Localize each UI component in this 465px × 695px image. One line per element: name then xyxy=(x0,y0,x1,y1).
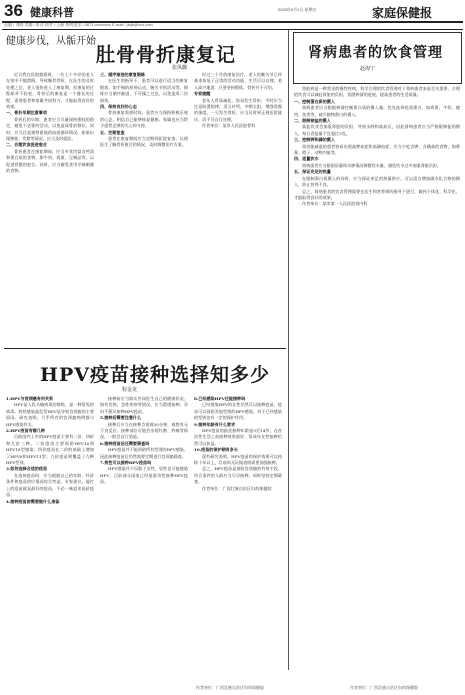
article2-title: 肾病患者的饮食管理 xyxy=(308,45,443,61)
edition-info: 2024年3月1日 星期五 xyxy=(278,7,317,12)
subheading: 四、适量饮水 xyxy=(294,156,319,162)
paragraph: HPV感染并不仅限于女性，男性也可能感染HPV。目前部分国家已经批准男性接种HPV疫苗。 xyxy=(100,466,188,485)
paragraph: 在医生的指导下，患者可以进行适当的康复锻炼，如手指的屈伸运动、腕关节的活动等。锻炼应当循序渐进，不可操之过急，以免造成二次损伤。 xyxy=(100,78,188,103)
page-header xyxy=(0,0,465,22)
subheading: 3.如何选择合适的疫苗 xyxy=(6,466,48,472)
article3-column-3 xyxy=(194,396,282,681)
paragraph: 近日我在医院值班时，一位七十多岁的老人在家中不慎滑倒，导致腕骨骨折。在医生的及时处理之后，老人很快进入了康复期，但康复的过程却并不轻松。骨折后的康复是一个漫长的过程，需要患者和家属共同努力，才能取得良好的效果。 xyxy=(6,72,94,110)
article1-column-1 xyxy=(6,72,94,342)
subheading: 一、控制蛋白质的摄入 xyxy=(294,98,335,104)
subheading: 7.男性可以接种HPV疫苗吗 xyxy=(100,460,152,466)
paragraph: 已经感染HPV的女性仍然可以接种疫苗，疫苗可以预防其他型别的HPV感染，对于已经感染的型别也有一定的保护作用。 xyxy=(194,402,282,421)
paragraph: 骨折后的早期，患者应当尽量保持患肢的稳定，避免不必要的活动，以免造成骨折移位。同时，应当注意观察患肢的血液循环情况，如果出现肿胀、发紫等情况，应当及时就医。 xyxy=(6,116,94,142)
paragraph: 目前国内上市的HPV疫苗主要有二价、四价和九价三种。二价疫苗主要预防HPV16和HPV18型感染；四价疫苗在二价的基础上增加了HPV6和HPV11型；九价疫苗则覆盖了九种HPV型别。 xyxy=(6,434,94,466)
paragraph: 接种后应当在接种点留观30分钟，观察有无不良反应。接种部位可能会出现红肿、疼痛等情况，一般会自行消退。 xyxy=(100,421,188,440)
paragraph: HPV是人乳头瘤病毒的简称，是一种常见的病毒。持续感染高危型HPV是导致宫颈癌的主要原因。研究表明，几乎所有的宫颈癌病例都与HPV感染有关。 xyxy=(6,402,94,427)
subheading: 四、保持良好的心态 xyxy=(100,104,137,110)
article2-byline: 赵海宁 xyxy=(360,66,376,72)
footer-left-credit: 作者单位：广西壮族自治区妇幼保健院 xyxy=(196,685,264,690)
subheading: 二、合理饮食促进愈合 xyxy=(6,142,47,148)
subheading: 2.HPV疫苗有哪几种 xyxy=(6,428,45,434)
paragraph: 总之，肾病患者的饮食管理需要在医生和营养师的指导下进行，做到个体化、科学化，才能取得良好的效果。 xyxy=(294,188,460,200)
subheading: 五、定期复查 xyxy=(100,129,125,135)
subheading: 三、控制钾和磷的摄入 xyxy=(294,137,335,143)
subheading: 一、骨折早期注意事项 xyxy=(6,110,47,116)
article3-byline: 程金龙 xyxy=(122,387,138,393)
paragraph: 作者单位：某市第一人民医院肾内科 xyxy=(302,201,368,207)
paragraph: 现有研究表明，HPV疫苗的保护效果可以持续十年以上，目前尚无证据表明需要加强接种。 xyxy=(194,453,282,466)
article3-column-1 xyxy=(6,396,94,681)
subheading: 5.接种后需要注意什么 xyxy=(100,415,142,421)
masthead: 家庭保健报 xyxy=(372,6,433,20)
subheading: 三、循序渐进的康复锻炼 xyxy=(100,72,146,77)
subheading: 10.疫苗的保护期有多长 xyxy=(194,447,238,453)
article3-title: HPV疫苗接种选择知多少 xyxy=(40,364,270,386)
paragraph: HPV疫苗的最佳接种年龄是9至14岁，在首次性生活之前接种效果最好。但成年女性接种仍然可以获益。 xyxy=(194,428,282,446)
paragraph: 肾脏病是一种常见的慢性疾病，科学合理的饮食管理对于肾病患者来说至关重要。合理的饮食可以减轻肾脏的负担，延缓病情的进展，提高患者的生活质量。 xyxy=(294,86,460,98)
paragraph: 肾病患者应当根据尿量和水肿情况调整饮水量，避免饮水过多加重肾脏负担。 xyxy=(302,162,442,168)
paragraph: 经过三个月的康复治疗，老人的腕关节已经基本恢复了正常的活动功能，生活可以自理。老人高兴地说：只要坚持锻炼，骨折并不可怕。 xyxy=(194,72,282,90)
article1-byline: 张凤璐 xyxy=(172,65,188,71)
article2-body xyxy=(294,86,460,668)
subheading: 9.接种年龄有什么要求 xyxy=(194,421,236,427)
subheading: 1.HPV与宫颈癌有何关系 xyxy=(6,396,54,401)
article1-kicker: 健康步伐，从骺开始 xyxy=(6,36,96,47)
page-number: 36 xyxy=(4,1,23,20)
paragraph: 在限制蛋白质摄入的同时，应当保证充足的热量供应，可以适当增加碳水化合物的摄入，防止营养不良。 xyxy=(294,175,460,188)
paragraph: 骨折康复需要时间，患者应当保持积极乐观的心态，相信自己能够恢复健康。家属也应当给予患者足够的关心和支持。 xyxy=(100,110,188,129)
paragraph: 老年人骨质疏松，容易发生骨折，平时应当注意防滑防摔，适当补钙，多晒太阳，增强骨骼的强度。一旦发生骨折，应当及时到正规医院就诊，切不可自行处理。 xyxy=(194,97,282,122)
paragraph: 总之，HPV疫苗是预防宫颈癌的有效手段，符合条件的人群应当尽早接种，同时坚持定期筛查。 xyxy=(194,466,282,485)
section-name: 健康科普 xyxy=(30,6,74,19)
footer-right-credit: 作者单位：广西壮族自治区妇幼保健院 xyxy=(350,685,418,690)
subheading: 专家提醒 xyxy=(194,91,211,97)
article3-column-2 xyxy=(100,396,188,681)
header-sub-info: 责编 / 刘晓 美编 / 彭洁 校对 / 王静 热线电话 / 0871-xxxxxxxx E-mail / jtbjb@xxx.com xyxy=(4,22,153,27)
article1-column-2 xyxy=(100,72,188,342)
subheading: 4.接种疫苗前需要做什么准备 xyxy=(6,498,60,504)
column-divider xyxy=(288,30,289,670)
header-rule xyxy=(2,21,463,23)
paragraph: HPV疫苗并不能预防所有型别的HPV感染，因此接种疫苗后仍然需要定期进行宫颈癌筛查。 xyxy=(100,447,188,459)
subheading: 五、保证充足的热量 xyxy=(294,169,331,175)
header-rule-thin xyxy=(2,29,463,30)
article-separator xyxy=(4,348,286,349)
paragraph: 作者单位：某市人民医院骨科 xyxy=(202,123,256,129)
paragraph: 作者单位：广西壮族自治区妇幼保健院 xyxy=(202,485,272,491)
article1-title: 肚骨骨折康复记 xyxy=(96,44,237,66)
paragraph: 肾功能减退的患者容易出现高钾血症和高磷血症，应当少吃含钾、含磷高的食物，如香蕉、橙子、动物内脏等。 xyxy=(294,143,460,156)
paragraph: 在选择疫苗时，应当根据自己的年龄、经济条件和疫苗供应情况综合考虑。专家建议，能打上的疫苗就是最好的疫苗，不必一味追求高价疫苗。 xyxy=(6,472,94,498)
paragraph: 接种前应当如实告知医生自己的健康状况，如有发热、急性疾病等情况，应当暂缓接种。孕妇不建议接种HPV疫苗。 xyxy=(100,396,188,414)
paragraph: 骨折患者在康复期间，应当多食用富含钙质和蛋白质的食物，如牛奶、鸡蛋、豆制品等，以促进骨骼的愈合。同时，应当避免食用辛辣刺激的食物。 xyxy=(6,148,94,174)
paragraph: 患者在康复期间应当定期到医院复查，以便医生了解骨折愈合的情况，及时调整治疗方案。 xyxy=(100,136,188,148)
paragraph: 高盐饮食会加重肾脏的负担，导致水肿和高血压，因此肾病患者应当严格限制盐的摄入，每日食盐量不宜超过3克。 xyxy=(294,124,460,136)
paragraph: 肾病患者应当根据病情控制蛋白质的摄入量，优先选择优质蛋白，如鸡蛋、牛奶、瘦肉、鱼类等，减少植物蛋白的摄入。 xyxy=(294,105,460,117)
article1-column-3 xyxy=(194,72,282,342)
subheading: 6.接种疫苗后还需要筛查吗 xyxy=(100,440,150,446)
subheading: 二、限制钠盐的摄入 xyxy=(294,118,331,124)
subheading: 8.已经感染HPV还能接种吗 xyxy=(194,396,246,401)
